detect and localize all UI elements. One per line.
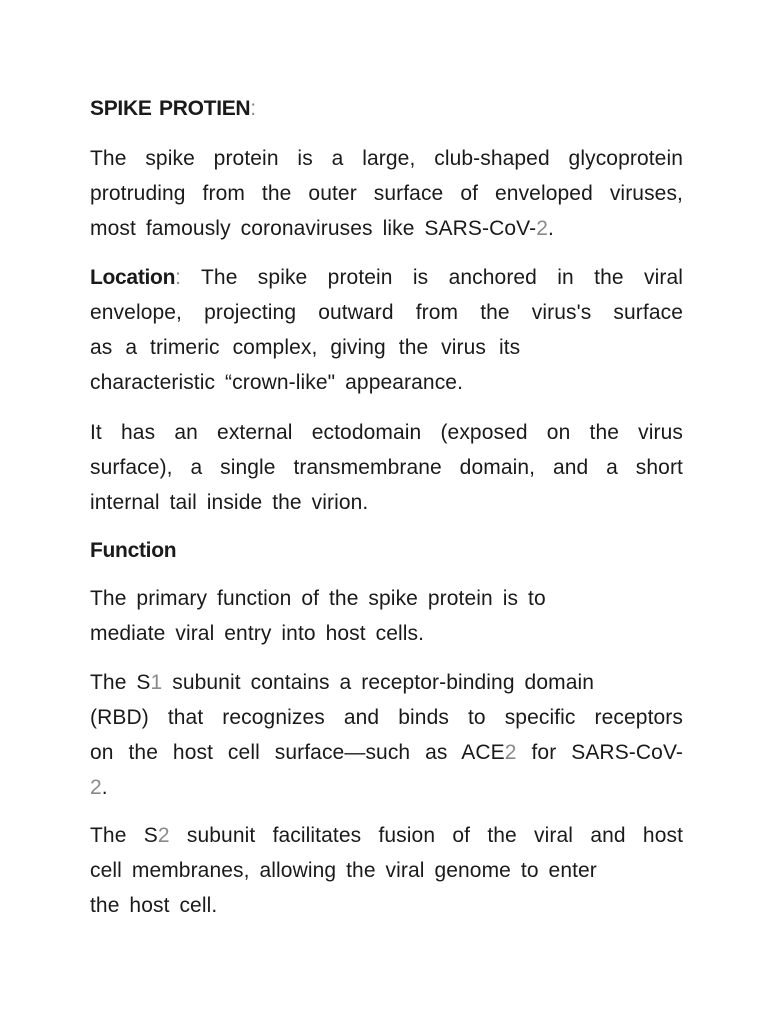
s1-line-3-start: on the host cell surface—such as ACE — [90, 741, 505, 764]
s1-period: . — [101, 776, 108, 799]
s2-digit: 2 — [157, 824, 170, 847]
location-line-1 — [90, 265, 683, 291]
intro-line-3-text: most famously coronaviruses like SARS-CoV- — [90, 217, 537, 240]
s1-line-4 — [90, 775, 108, 801]
function-line-1: The primary function of the spike protein is to — [90, 587, 546, 610]
title-colon: : — [250, 97, 256, 120]
s1-sars-digit: 2 — [90, 776, 102, 799]
s1-digit: 1 — [150, 671, 163, 694]
document-title — [90, 96, 256, 122]
intro-line-1: The spike protein is a large, club-shaped glycoprotein — [90, 147, 683, 170]
location-line-3: as a trimeric complex, giving the virus its — [90, 336, 521, 359]
function-heading: Function — [90, 539, 177, 562]
function-line-2: mediate viral entry into host cells. — [90, 622, 425, 645]
structure-line-3: internal tail inside the virion. — [90, 491, 369, 514]
intro-line-2: protruding from the outer surface of enveloped viruses, — [90, 182, 683, 205]
s1-line-1 — [90, 670, 594, 696]
location-label: Location — [90, 266, 176, 289]
location-line-2: envelope, projecting outward from the virus's surface — [90, 301, 683, 324]
s1-line-3-rest: for SARS-CoV- — [516, 741, 683, 764]
s2-line-1-rest: subunit facilitates fusion of the viral and host — [169, 824, 684, 847]
title-text: SPIKE PROTIEN — [90, 97, 251, 120]
s2-line-2: cell membranes, allowing the viral genome to enter — [90, 859, 597, 882]
s1-line-1-rest: subunit contains a receptor-binding domain — [162, 671, 595, 694]
s2-line-3: the host cell. — [90, 894, 218, 917]
s2-line-1-start: The S — [90, 824, 158, 847]
location-line-4: characteristic “crown-like" appearance. — [90, 371, 464, 394]
s1-line-1-start: The S — [90, 671, 151, 694]
s1-line-3 — [90, 740, 683, 766]
intro-digit: 2 — [536, 217, 548, 240]
structure-line-2: surface), a single transmembrane domain, and a short — [90, 456, 683, 479]
intro-period: . — [547, 217, 554, 240]
intro-line-3 — [90, 216, 554, 242]
s1-line-2: (RBD) that recognizes and binds to specific receptors — [90, 706, 683, 729]
structure-line-1: It has an external ectodomain (exposed on the virus — [90, 421, 683, 444]
location-colon: : — [175, 266, 182, 289]
s2-line-1 — [90, 823, 683, 849]
location-line-1-text: The spike protein is anchored in the viral — [181, 266, 683, 289]
s1-ace-digit: 2 — [504, 741, 517, 764]
